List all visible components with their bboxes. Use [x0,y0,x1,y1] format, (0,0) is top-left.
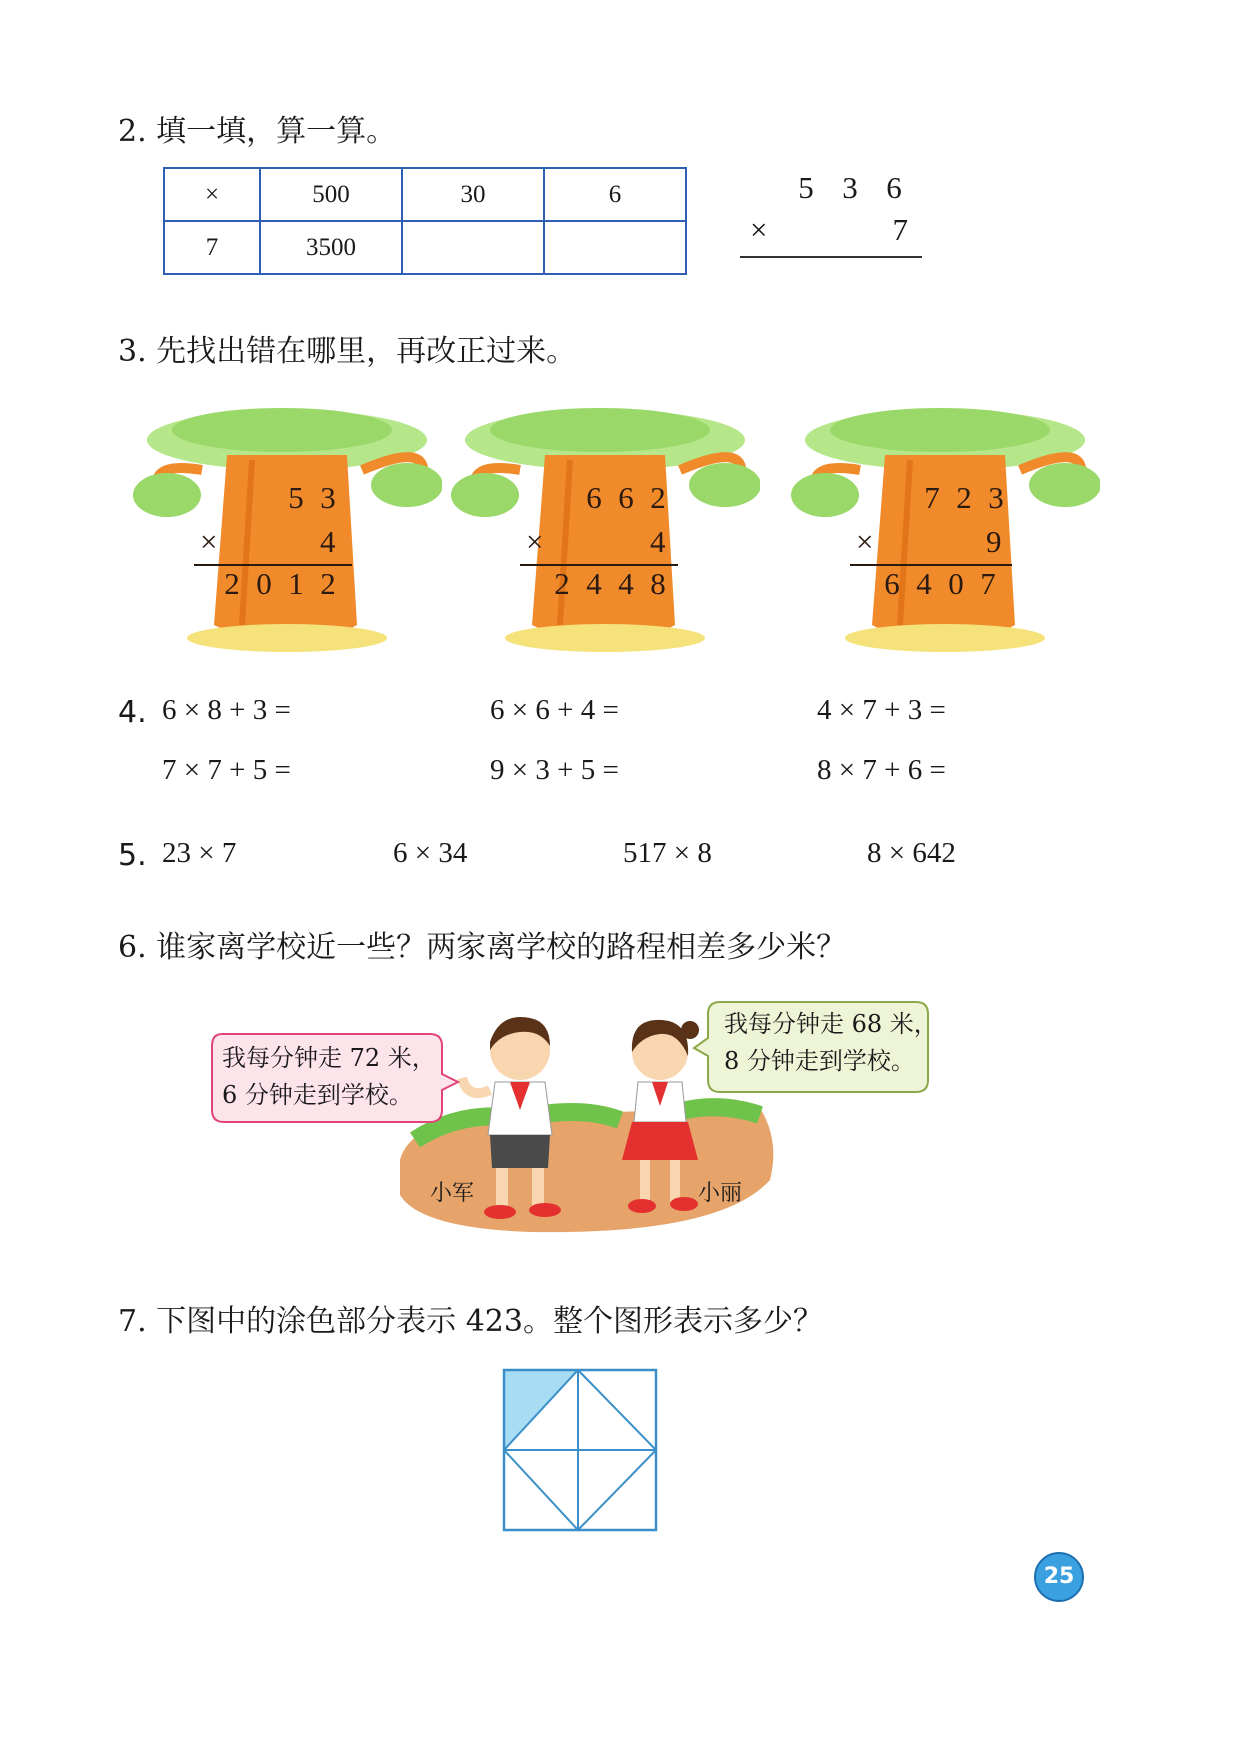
answer-line [740,256,922,258]
tree-result-row [216,566,344,602]
times-sign: × [526,524,544,559]
boy-speech-bubble [222,1040,436,1114]
page-number-badge: 25 [1034,1552,1084,1602]
expression: 6 × 34 [393,837,468,869]
q2-title: 2. 填一填，算一算。 [118,114,397,149]
equation: 4 × 7 + 3 = [817,694,946,726]
times-sign: × [856,524,874,559]
tree-top-row [578,480,674,516]
table-cell: 7 [164,221,260,274]
equation: 8 × 7 + 6 = [817,754,946,786]
digit: 6 [586,480,602,515]
tree-3 [790,400,1100,655]
table-row [164,221,686,274]
table-cell: 3500 [260,221,402,274]
q3-title: 3. 先找出错在哪里，再改正过来。 [118,334,577,369]
multiplicand [784,170,916,206]
q5-number: 5. [118,838,147,873]
tree-1 [132,400,442,655]
digit: 2 [650,480,666,515]
vertical-multiplication [784,170,916,206]
tree-illustration [132,400,442,655]
expression: 8 × 642 [867,837,956,869]
answer-cell[interactable] [544,221,686,274]
digit: 7 [980,566,996,601]
bubble-line: 6 分钟走到学校。 [222,1081,413,1109]
digit: 7 [924,480,940,515]
bubble-line: 我每分钟走 68 米， [724,1010,938,1038]
tree-top-row [280,480,344,516]
digit: 5 [798,170,814,205]
equation: 6 × 8 + 3 = [162,694,291,726]
digit: 2 [320,566,336,601]
q6-title: 6. 谁家离学校近一些？两家离学校的路程相差多少米？ [118,930,847,965]
digit: 6 [618,480,634,515]
times-sign: × [750,212,768,247]
digit: 2 [554,566,570,601]
digit: 3 [320,480,336,515]
expression: 517 × 8 [623,837,712,869]
digit: 0 [948,566,964,601]
digit: 1 [288,566,304,601]
table-cell: 500 [260,168,402,221]
digit: 4 [916,566,932,601]
digit: 4 [618,566,634,601]
bubble-line: 8 分钟走到学校。 [724,1047,915,1075]
digit: 8 [650,566,666,601]
boy-name-label: 小军 [430,1181,475,1206]
q7-title: 7. 下图中的涂色部分表示 423。整个图形表示多少？ [118,1304,823,1339]
tree-result-row [876,566,1004,602]
multiplier: 4 [320,524,336,559]
digit: 0 [256,566,272,601]
girl-name-label: 小丽 [698,1181,743,1206]
multiplier-row [750,212,918,248]
digit: 4 [586,566,602,601]
tree-illustration [790,400,1100,655]
digit: 6 [884,566,900,601]
equation: 7 × 7 + 5 = [162,754,291,786]
digit: 6 [886,170,902,205]
table-cell: 30 [402,168,544,221]
multiplier: 9 [986,524,1002,559]
expression: 23 × 7 [162,837,237,869]
answer-cell[interactable] [402,221,544,274]
multiplication-table [163,167,687,275]
digit: 5 [288,480,304,515]
equation: 9 × 3 + 5 = [490,754,619,786]
multiplier: 7 [892,212,908,247]
tree-2 [450,400,760,655]
digit: 3 [988,480,1004,515]
digit: 2 [956,480,972,515]
table-row [164,168,686,221]
table-cell: × [164,168,260,221]
girl-speech-bubble [724,1006,938,1080]
multiplier: 4 [650,524,666,559]
shaded-square-figure [502,1368,658,1532]
tree-illustration [450,400,760,655]
equation: 6 × 6 + 4 = [490,694,619,726]
walking-kids-illustration [200,990,1140,1250]
tree-result-row [546,566,674,602]
bubble-line: 我每分钟走 72 米， [222,1044,436,1072]
q4-number: 4. [118,695,147,730]
table-cell: 6 [544,168,686,221]
times-sign: × [200,524,218,559]
digit: 2 [224,566,240,601]
digit: 3 [842,170,858,205]
tree-top-row [916,480,1012,516]
